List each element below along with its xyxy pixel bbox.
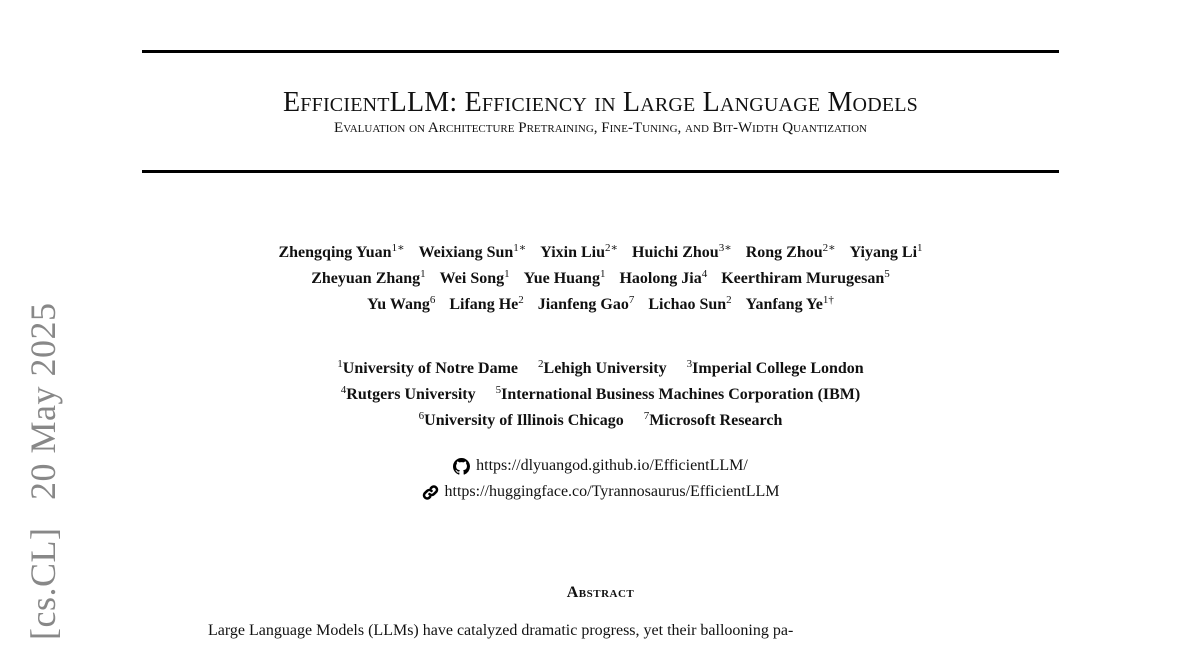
arxiv-category: [cs.CL]: [23, 527, 63, 640]
github-icon: [453, 458, 470, 475]
abstract-text: Large Language Models (LLMs) have catalyzed dramatic progress, yet their ballooning pa-: [208, 622, 794, 639]
huggingface-url[interactable]: https://huggingface.co/Tyrannosaurus/EfficientLLM: [444, 483, 780, 500]
github-link-row[interactable]: [142, 453, 1059, 479]
author: Jianfeng Gao$^7$: [537, 294, 635, 313]
author: Weixiang Sun$^{1∗}$: [418, 242, 527, 261]
author-list: [142, 240, 1059, 318]
project-links: [142, 453, 1059, 505]
title-block: [142, 86, 1059, 138]
affiliation-line-3: [142, 408, 1059, 434]
affiliation-list: [142, 356, 1059, 434]
author: Lifang He$^2$: [449, 294, 524, 313]
author: Keerthiram Murugesan$^5$: [721, 268, 890, 287]
paper-subtitle: Evaluation on Architecture Pretraining, Fine-Tuning, and Bit-Width Quantization: [334, 120, 867, 136]
affiliation: $^5$International Business Machines Corporation (IBM): [495, 384, 861, 403]
author: Yixin Liu$^{2∗}$: [540, 242, 618, 261]
affiliation: $^2$Lehigh University: [538, 358, 667, 377]
github-url[interactable]: https://dlyuangod.github.io/EfficientLLM/: [476, 457, 748, 474]
affiliation: $^1$University of Notre Dame: [337, 358, 519, 377]
author: Yiyang Li$^1$: [849, 242, 923, 261]
author: Zhengqing Yuan$^{1∗}$: [278, 242, 405, 261]
arxiv-side-stamp: [22, 285, 64, 640]
link-icon: [422, 484, 439, 501]
author: Huichi Zhou$^{3∗}$: [632, 242, 732, 261]
arxiv-date: 20 May 2025: [23, 302, 63, 501]
author-line-3: [142, 292, 1059, 318]
top-rule: [142, 50, 1059, 53]
author: Zheyuan Zhang$^1$: [311, 268, 426, 287]
author: Rong Zhou$^{2∗}$: [745, 242, 836, 261]
bottom-rule: [142, 170, 1059, 173]
author: Yu Wang$^6$: [367, 294, 436, 313]
author-line-2: [142, 266, 1059, 292]
author-line-1: [142, 240, 1059, 266]
affiliation: $^4$Rutgers University: [340, 384, 476, 403]
author: Haolong Jia$^4$: [619, 268, 708, 287]
affiliation: $^7$Microsoft Research: [643, 410, 783, 429]
author: Yanfang $Ye^{1\dagger}$: [745, 294, 834, 313]
affiliation-line-2: [142, 382, 1059, 408]
author: Yue Huang$^1$: [523, 268, 606, 287]
author: Wei Song$^1$: [439, 268, 510, 287]
affiliation: $^3$Imperial College London: [686, 358, 864, 377]
author: Lichao Sun$^2$: [648, 294, 732, 313]
abstract-heading: Abstract: [566, 584, 635, 601]
paper-title: EfficientLLM: Efficiency in Large Language Models: [283, 87, 918, 118]
huggingface-link-row[interactable]: [142, 479, 1059, 505]
affiliation-line-1: [142, 356, 1059, 382]
affiliation: $^6$University of Illinois Chicago: [418, 410, 624, 429]
